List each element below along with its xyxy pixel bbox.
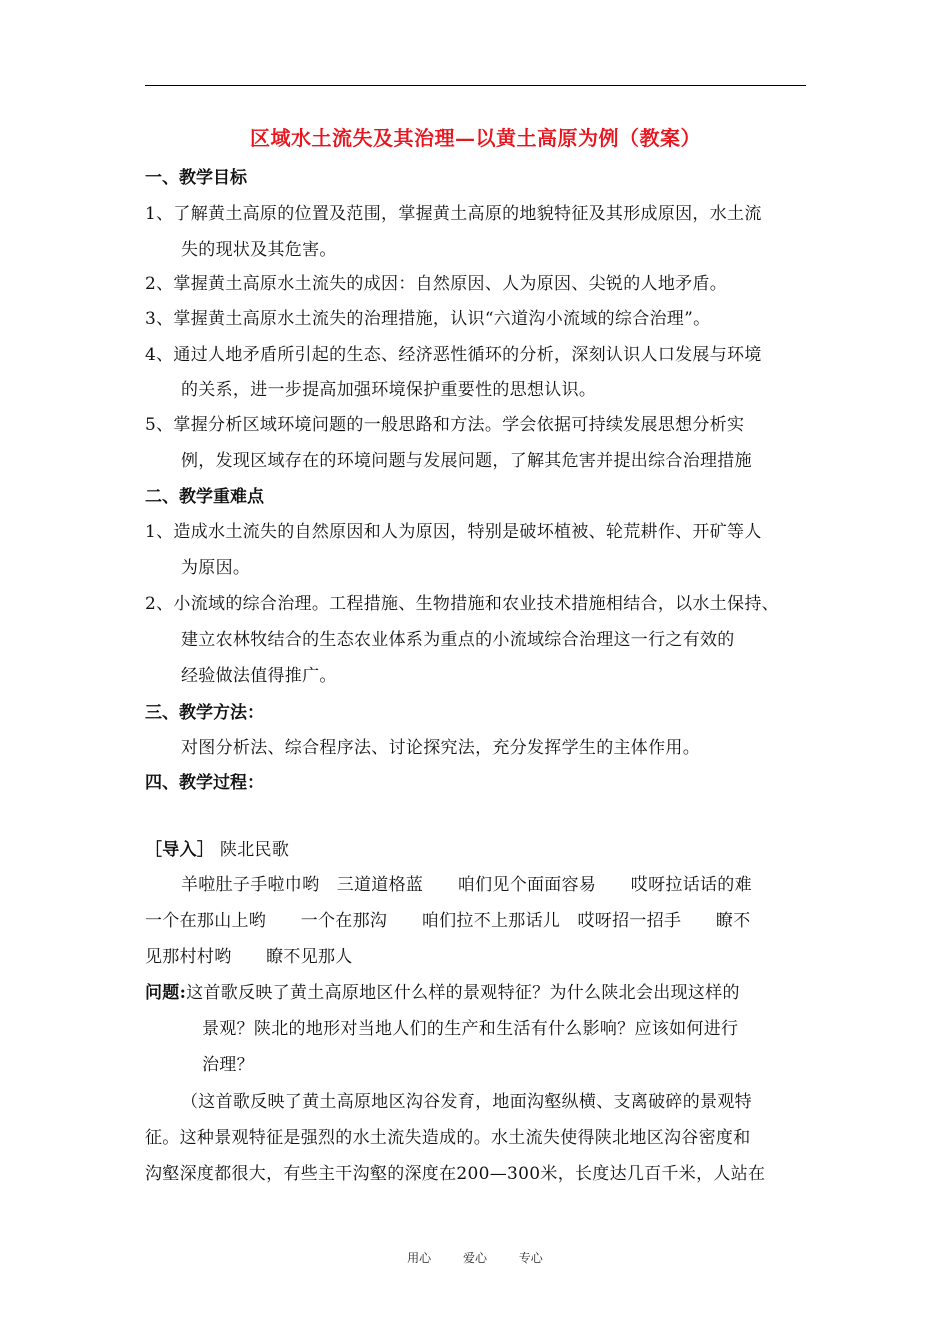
document-title: 区域水土流失及其治理—以黄土高原为例（教案） — [250, 126, 701, 150]
key-point-1-line-1: 1、造成水土流失的自然原因和人为原因，特别是破坏植被、轮荒耕作、开矿等人 — [145, 522, 762, 542]
key-point-2-line-3: 经验做法值得推广。 — [181, 666, 337, 686]
goal-4-line-2: 的关系，进一步提高加强环境保护重要性的思想认识。 — [181, 380, 597, 400]
question-line-1 — [145, 978, 740, 1003]
song-line-1: 羊啦肚子手啦巾哟 三道道格蓝 咱们见个面面容易 哎呀拉话话的难 — [181, 875, 752, 895]
intro-topic: 陕北民歌 — [219, 840, 290, 860]
section-heading-process: 四、教学过程： — [145, 773, 264, 793]
goal-5-line-1: 5、掌握分析区域环境问题的一般思路和方法。学会依据可持续发展思想分析实 — [145, 415, 745, 435]
page-footer: 用心 爱心 专心 — [407, 1251, 543, 1265]
answer-line-3: 沟壑深度都很大，有些主干沟壑的深度在200—300米，长度达几百千米，人站在 — [145, 1164, 766, 1184]
goal-2: 2、掌握黄土高原水土流失的成因：自然原因、人为原因、尖锐的人地矛盾。 — [145, 274, 728, 294]
goal-5-line-2: 例，发现区域存在的环境问题与发展问题，了解其危害并提出综合治理措施 — [181, 451, 752, 471]
goal-3: 3、掌握黄土高原水土流失的治理措施，认识“六道沟小流域的综合治理”。 — [145, 309, 711, 329]
goal-1-line-2: 失的现状及其危害。 — [181, 240, 337, 260]
question-line-3: 治理？ — [202, 1055, 254, 1075]
key-point-2-line-2: 建立农林牧结合的生态农业体系为重点的小流域综合治理这一行之有效的 — [181, 630, 735, 650]
intro-label: ［导入］ — [145, 840, 215, 860]
goal-4-line-1: 4、通过人地矛盾所引起的生态、经济恶性循环的分析，深刻认识人口发展与环境 — [145, 345, 762, 365]
section-heading-goals: 一、教学目标 — [145, 168, 247, 188]
intro-line — [145, 835, 289, 860]
header-rule — [145, 85, 806, 86]
key-point-2-line-1: 2、小流域的综合治理。工程措施、生物措施和农业技术措施相结合，以水土保持、 — [145, 594, 779, 614]
song-line-3: 见那村村哟 瞭不见那人 — [145, 947, 353, 967]
question-text-1: 这首歌反映了黄土高原地区什么样的景观特征？为什么陕北会出现这样的 — [186, 983, 740, 1003]
section-heading-methods: 三、教学方法： — [145, 703, 264, 723]
question-label: 问题: — [145, 983, 187, 1003]
key-point-1-line-2: 为原因。 — [181, 558, 251, 578]
section-heading-key-points: 二、教学重难点 — [145, 487, 264, 507]
goal-1-line-1: 1、了解黄土高原的位置及范围，掌握黄土高原的地貌特征及其形成原因，水土流 — [145, 204, 762, 224]
question-line-2: 景观？陕北的地形对当地人们的生产和生活有什么影响？应该如何进行 — [202, 1019, 739, 1039]
answer-line-1: （这首歌反映了黄土高原地区沟谷发育，地面沟壑纵横、支离破碎的景观特 — [181, 1092, 752, 1112]
answer-line-2: 征。这种景观特征是强烈的水土流失造成的。水土流失使得陕北地区沟谷密度和 — [145, 1128, 751, 1148]
methods-text: 对图分析法、综合程序法、讨论探究法，充分发挥学生的主体作用。 — [181, 738, 700, 758]
song-line-2: 一个在那山上哟 一个在那沟 咱们拉不上那话儿 哎呀招一招手 瞭不 — [145, 911, 751, 931]
